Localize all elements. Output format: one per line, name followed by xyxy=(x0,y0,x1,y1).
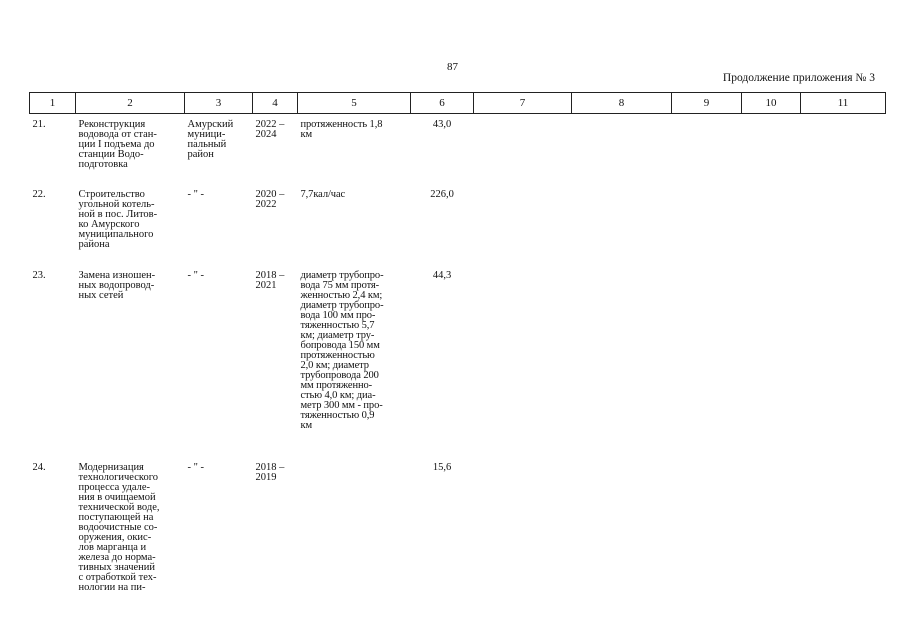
funding-amount: 43,0 xyxy=(432,119,452,130)
row-number: 24. xyxy=(32,461,46,473)
capacity: протяженность 1,8 км xyxy=(300,119,383,140)
project-name: Замена изношен- ных водопровод- ных сетей xyxy=(78,269,156,301)
appendix-continuation-label: Продолжение приложения № 3 xyxy=(722,72,875,84)
capacity: диаметр трубопро- вода 75 мм протя- женностью 2,4 км; диаметр трубопро- вода 100 мм про- тяженностью 5,7 км; диаметр тру- бопровода 150 мм протяженностью 2,0 км; диаметр трубопровода 200 мм протяженно- стью 4,0 км; диа- метр 300 мм - про- тяженностью 0,9 км xyxy=(300,269,384,431)
column-header-4: 4 xyxy=(253,93,298,114)
row-number: 21. xyxy=(32,119,46,130)
implementation-years: 2018 – 2019 xyxy=(255,461,285,483)
row-number: 23. xyxy=(32,269,46,281)
capacity xyxy=(298,457,411,607)
column-header-5: 5 xyxy=(298,93,411,114)
column-header-9: 9 xyxy=(672,93,742,114)
row-number: 22. xyxy=(32,188,46,200)
implementation-years: 2020 – 2022 xyxy=(255,188,285,210)
table-row xyxy=(30,457,886,607)
funding-amount: 44,3 xyxy=(432,269,452,281)
appendix-table xyxy=(29,92,886,607)
column-header-10: 10 xyxy=(742,93,801,114)
capacity: 7,7кал/час xyxy=(300,188,346,200)
project-name: Строительство угольной котель- ной в пос. Литов- ко Амурского муниципального района xyxy=(78,188,158,250)
column-header-3: 3 xyxy=(185,93,253,114)
column-header-8: 8 xyxy=(572,93,672,114)
territory: - " - xyxy=(187,269,205,281)
funding-amount: 226,0 xyxy=(430,188,454,200)
implementation-years: 2022 – 2024 xyxy=(255,119,285,140)
column-header-7: 7 xyxy=(474,93,572,114)
territory: - " - xyxy=(187,461,205,473)
funding-amount: 15,6 xyxy=(432,461,452,473)
page-number: 87 xyxy=(447,61,458,73)
implementation-years: 2018 – 2021 xyxy=(255,269,285,291)
column-header-1: 1 xyxy=(30,93,76,114)
territory: - " - xyxy=(187,188,205,200)
column-header-11: 11 xyxy=(801,93,886,114)
table-row xyxy=(30,265,886,457)
column-header-2: 2 xyxy=(76,93,185,114)
territory: Амурский муници- пальный район xyxy=(187,119,234,160)
column-header-6: 6 xyxy=(411,93,474,114)
table-row xyxy=(30,184,886,265)
project-name: Модернизация технологического процесса удале- ния в очищаемой технической воде, поступающей на водоочистные со- оружения, окис- лов марганца и железа до норма- тивных значений с отработкой тех- нологии на пи- xyxy=(78,461,160,593)
table-row xyxy=(30,114,886,184)
column-number-header-row xyxy=(30,93,886,114)
project-name: Реконструкция водовода от стан- ции I подъема до станции Водо- подготовка xyxy=(78,119,157,170)
